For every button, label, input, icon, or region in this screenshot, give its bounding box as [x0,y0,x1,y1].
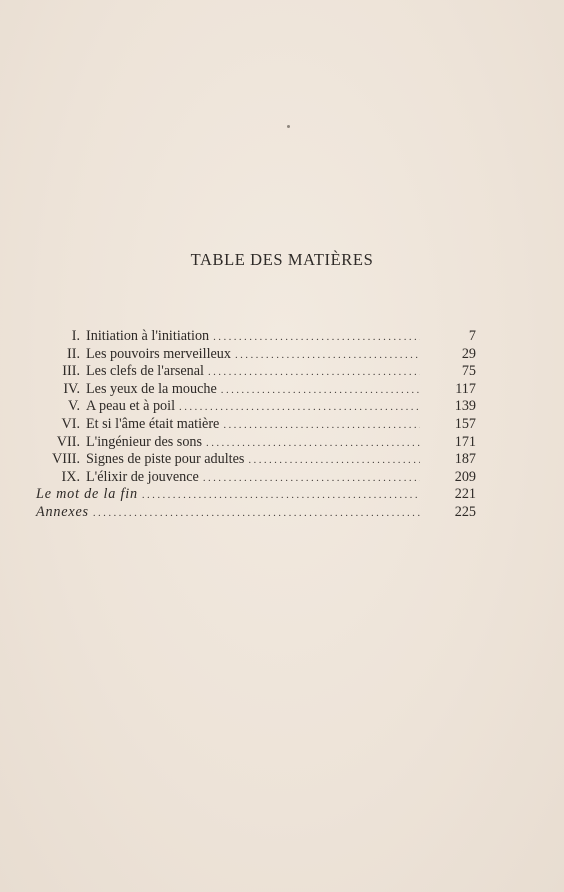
page-title: TABLE DES MATIÈRES [190,250,374,269]
toc-entry [36,504,476,522]
toc-entry [36,328,476,346]
dot-leader [223,419,420,431]
page-number: 7 [468,328,476,344]
chapter-number: V. [68,398,80,415]
dot-leader [235,349,420,361]
page-number: 117 [455,380,476,397]
toc-entry [36,346,476,364]
dot-leader [221,384,420,396]
chapter-title: A peau et à poil [86,398,176,415]
toc-entry [36,363,476,381]
toc-entry [36,486,476,504]
chapter-number: III. [62,363,80,380]
chapter-title: Les yeux de la mouche [86,380,217,397]
chapter-title: Initiation à l'initiation [86,328,210,344]
chapter-number: II. [67,345,80,362]
chapter-number: I. [71,328,80,344]
dot-leader [179,401,420,413]
table-of-contents [36,328,476,522]
chapter-number: IX. [61,468,80,485]
dot-leader [208,366,420,378]
chapter-title: L'ingénieur des sons [86,433,203,450]
page-number: 75 [461,363,476,380]
page-number: 221 [454,486,476,503]
chapter-title: L'élixir de jouvence [86,468,199,485]
chapter-number: VIII. [52,451,80,468]
chapter-title: Le mot de la fin [36,486,138,503]
page-number: 171 [454,433,476,450]
dot-leader [206,437,420,449]
page-number: 157 [454,415,476,432]
page-number: 225 [454,503,476,520]
toc-entry [36,381,476,399]
toc-entry [36,398,476,416]
chapter-title: Les clefs de l'arsenal [86,363,204,380]
chapter-title: Et si l'âme était matière [86,415,220,432]
toc-entry [36,469,476,487]
dot-leader [248,454,420,466]
page-number: 29 [461,345,476,362]
chapter-number: VII. [56,433,80,450]
page-number: 187 [454,451,476,468]
page-number: 209 [454,468,476,485]
chapter-title: Annexes [36,503,89,520]
chapter-title: Signes de piste pour adultes [86,451,245,468]
chapter-number: VI. [61,415,80,432]
toc-entry [36,434,476,452]
dot-leader [142,489,420,501]
paper-speck [287,125,290,128]
chapter-number: IV. [63,380,80,397]
chapter-title: Les pouvoirs merveilleux [86,345,231,362]
toc-entry [36,416,476,434]
dot-leader [213,331,420,343]
toc-entry [36,451,476,469]
dot-leader [93,507,420,519]
page-number: 139 [454,398,476,415]
dot-leader [203,472,420,484]
